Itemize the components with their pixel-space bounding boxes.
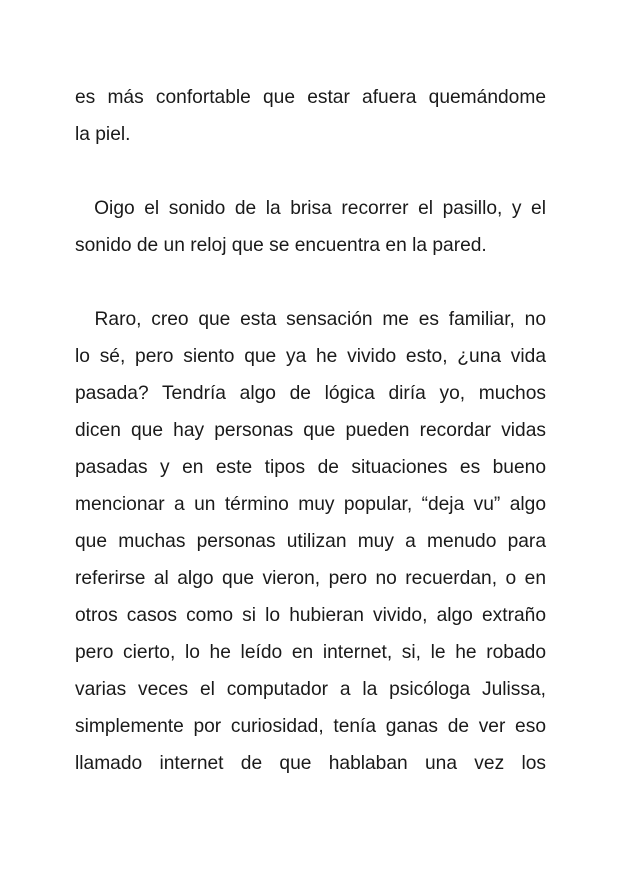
text-line: Raro, creo que esta sensación me es familiar, no <box>75 309 546 330</box>
text-line: llamado internet de que hablaban una vez los <box>75 753 546 774</box>
text-line: es más confortable que estar afuera quemándome <box>75 87 546 108</box>
text-line: que muchas personas utilizan muy a menudo para <box>75 531 546 552</box>
text-line: la piel. <box>75 124 131 145</box>
text-line: mencionar a un término muy popular, “deja vu” algo <box>75 494 546 515</box>
text-line: Oigo el sonido de la brisa recorrer el pasillo, y el <box>75 198 546 219</box>
text-line: dicen que hay personas que pueden recordar vidas <box>75 420 546 441</box>
text-line: pasadas y en este tipos de situaciones es bueno <box>75 457 546 478</box>
text-line: sonido de un reloj que se encuentra en la pared. <box>75 235 487 256</box>
text-line: pero cierto, lo he leído en internet, si, le he robado <box>75 642 546 663</box>
text-line: referirse al algo que vieron, pero no recuerdan, o en <box>75 568 546 589</box>
paragraph-3 <box>75 301 546 782</box>
paragraph-2 <box>75 190 546 264</box>
text-line: simplemente por curiosidad, tenía ganas de ver eso <box>75 716 546 737</box>
text-line: pasada? Tendría algo de lógica diría yo, muchos <box>75 383 546 404</box>
text-line: varias veces el computador a la psicóloga Julissa, <box>75 679 546 700</box>
paragraph-1 <box>75 79 546 153</box>
text-line: lo sé, pero siento que ya he vivido esto, ¿una vida <box>75 346 546 367</box>
text-line: otros casos como si lo hubieran vivido, algo extraño <box>75 605 546 626</box>
